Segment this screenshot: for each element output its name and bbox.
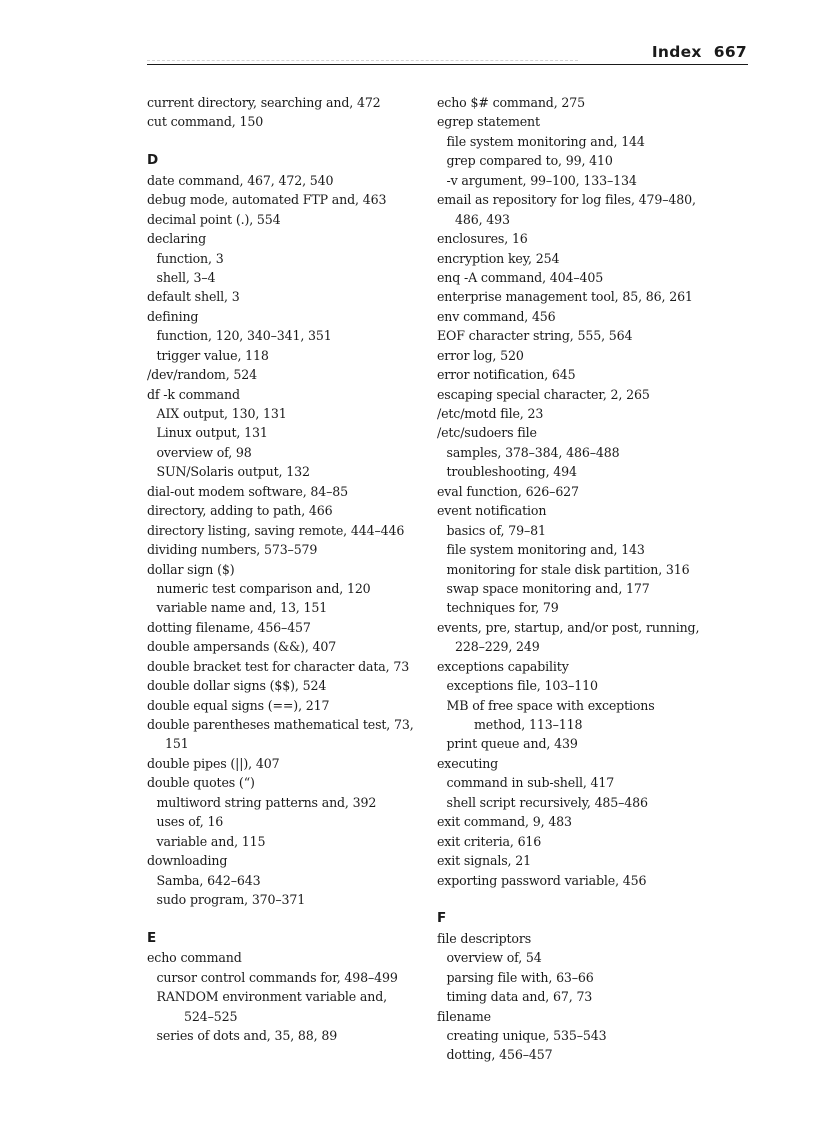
index-entry: dividing numbers, 573–579	[147, 542, 318, 558]
index-column-left	[147, 93, 417, 1045]
index-entry: escaping special character, 2, 265	[437, 386, 650, 402]
index-subentry: file system monitoring and, 144	[446, 133, 645, 149]
index-subentry: AIX output, 130, 131	[156, 406, 287, 421]
index-entry: exit signals, 21	[437, 853, 531, 869]
index-subentry: dotting, 456–457	[446, 1047, 553, 1063]
index-continuation: 151	[165, 736, 189, 752]
index-subentry: function, 120, 340–341, 351	[156, 328, 332, 344]
index-entry: /dev/random, 524	[147, 367, 257, 383]
index-subentry: creating unique, 535–543	[446, 1028, 607, 1043]
index-entry: date command, 467, 472, 540	[147, 172, 334, 188]
index-entry: dotting filename, 456–457	[147, 619, 311, 635]
index-subentry: series of dots and, 35, 88, 89	[156, 1028, 338, 1043]
index-entry: egrep statement	[437, 114, 540, 130]
header-label	[652, 43, 747, 61]
index-subentry: variable and, 115	[156, 833, 266, 849]
section-letter: D	[147, 152, 159, 169]
index-entry: file descriptors	[437, 930, 532, 946]
index-entry: decimal point (.), 554	[147, 211, 281, 227]
index-subentry: parsing file with, 63–66	[446, 969, 594, 985]
section-letter: E	[147, 929, 157, 946]
index-entry: exporting password variable, 456	[437, 872, 647, 888]
section-spacer	[437, 890, 737, 909]
index-subentry: file system monitoring and, 143	[446, 542, 645, 558]
index-entry: double dollar signs ($$), 524	[147, 678, 327, 694]
index-entry: email as repository for log files, 479–480,	[437, 192, 696, 208]
section-spacer	[147, 132, 417, 151]
index-subentry: trigger value, 118	[156, 347, 269, 363]
index-subentry: monitoring for stale disk partition, 316	[446, 561, 690, 577]
index-entry: executing	[437, 755, 499, 771]
index-subentry: exceptions file, 103–110	[446, 678, 598, 694]
index-entry: declaring	[147, 231, 206, 247]
index-subentry: multiword string patterns and, 392	[156, 794, 377, 810]
index-entry: default shell, 3	[147, 289, 240, 305]
index-subentry: numeric test comparison and, 120	[156, 580, 371, 596]
index-entry: exceptions capability	[437, 658, 569, 674]
index-entry: enterprise management tool, 85, 86, 261	[437, 289, 693, 305]
index-subentry: sudo program, 370–371	[156, 891, 306, 907]
index-subentry: Linux output, 131	[156, 425, 268, 441]
index-subentry: basics of, 79–81	[446, 522, 546, 538]
index-entry: eval function, 626–627	[437, 483, 579, 499]
index-subentry: overview of, 98	[156, 444, 252, 460]
index-entry: double parentheses mathematical test, 73,	[147, 717, 414, 732]
index-entry: directory, adding to path, 466	[147, 503, 333, 519]
index-entry: error log, 520	[437, 347, 524, 363]
index-subentry: timing data and, 67, 73	[446, 989, 593, 1005]
index-entry: double equal signs (==), 217	[147, 697, 330, 713]
index-continuation: 228–229, 249	[455, 639, 540, 655]
index-column-right	[437, 93, 737, 1065]
index-subentry: uses of, 16	[156, 814, 224, 830]
index-entry: double quotes (“)	[147, 775, 255, 791]
index-entry: env command, 456	[437, 308, 556, 324]
index-subentry: MB of free space with exceptions	[446, 697, 655, 713]
index-subentry: function, 3	[156, 250, 224, 266]
index-entry: dial-out modem software, 84–85	[147, 483, 349, 499]
index-entry: echo command	[147, 950, 242, 966]
index-entry: current directory, searching and, 472	[147, 95, 381, 110]
index-entry: error notification, 645	[437, 367, 576, 383]
index-entry: events, pre, startup, and/or post, running,	[437, 619, 700, 635]
section-spacer	[147, 909, 417, 928]
index-continuation: 524–525	[184, 1008, 238, 1024]
index-entry: double bracket test for character data, 73	[147, 658, 410, 674]
index-subentry: command in sub-shell, 417	[446, 775, 615, 791]
index-entry: directory listing, saving remote, 444–446	[147, 522, 405, 538]
index-continuation: 486, 493	[455, 211, 510, 227]
index-entry: /etc/motd file, 23	[437, 406, 544, 421]
index-entry: encryption key, 254	[437, 250, 560, 266]
index-entry: echo $# command, 275	[437, 95, 586, 110]
index-entry: downloading	[147, 853, 228, 869]
section-letter: F	[437, 910, 447, 927]
index-entry: defining	[147, 308, 199, 324]
index-entry: dollar sign ($)	[147, 561, 235, 577]
index-subentry: swap space monitoring and, 177	[446, 580, 650, 596]
index-entry: exit criteria, 616	[437, 833, 542, 849]
index-subentry: samples, 378–384, 486–488	[446, 444, 620, 460]
index-subentry: troubleshooting, 494	[446, 464, 577, 480]
index-entry: df -k command	[147, 386, 240, 402]
index-entry: EOF character string, 555, 564	[437, 328, 633, 344]
header-dotted-rule	[147, 60, 578, 61]
index-subentry: Samba, 642–643	[156, 872, 261, 888]
index-subentry: -v argument, 99–100, 133–134	[446, 172, 637, 188]
page-number: 667	[713, 43, 747, 61]
index-entry: double pipes (||), 407	[147, 755, 280, 771]
index-entry: /etc/sudoers file	[437, 425, 537, 441]
running-head	[147, 42, 748, 65]
index-entry: double ampersands (&&), 407	[147, 639, 337, 655]
index-subentry: grep compared to, 99, 410	[446, 153, 613, 169]
index-entry: event notification	[437, 503, 547, 519]
index-subentry: variable name and, 13, 151	[156, 600, 328, 616]
index-subentry: techniques for, 79	[446, 600, 559, 616]
index-entry: enq -A command, 404–405	[437, 269, 604, 285]
index-continuation: method, 113–118	[474, 717, 583, 732]
index-subentry: SUN/Solaris output, 132	[156, 464, 310, 480]
index-subentry: cursor control commands for, 498–499	[156, 969, 398, 985]
index-subentry: shell script recursively, 485–486	[446, 794, 648, 810]
index-entry: cut command, 150	[147, 114, 264, 130]
index-entry: debug mode, automated FTP and, 463	[147, 192, 387, 208]
section-title: Index	[651, 43, 702, 61]
index-entry: exit command, 9, 483	[437, 814, 572, 830]
index-subentry: print queue and, 439	[446, 736, 578, 752]
index-entry: filename	[437, 1008, 491, 1024]
index-subentry: overview of, 54	[446, 950, 542, 966]
index-subentry: RANDOM environment variable and,	[156, 989, 388, 1005]
index-subentry: shell, 3–4	[156, 269, 216, 285]
index-entry: enclosures, 16	[437, 231, 528, 247]
